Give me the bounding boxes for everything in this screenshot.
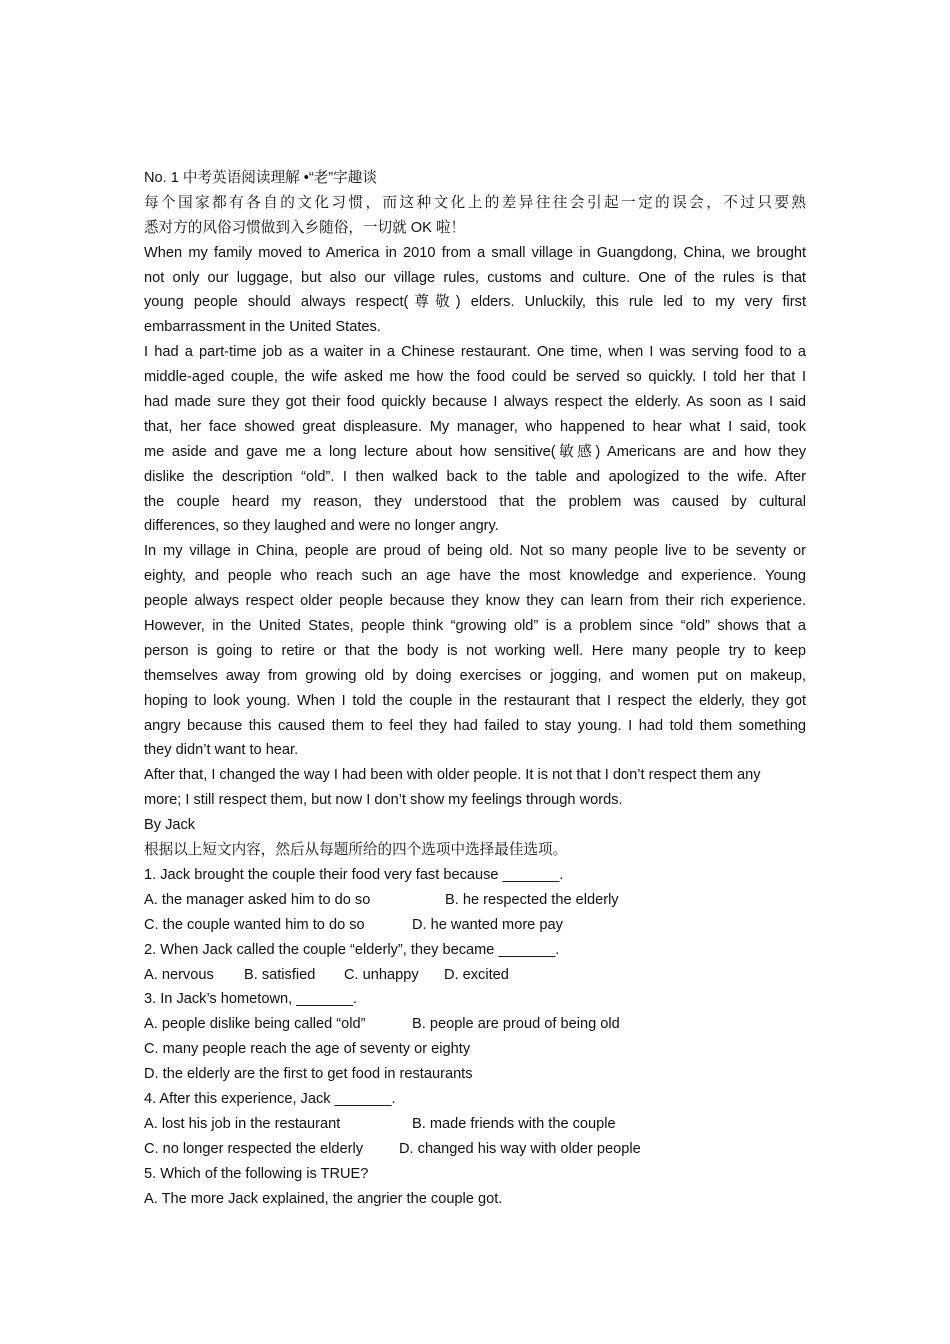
paragraph-line: embarrassment in the United States. [144, 319, 381, 336]
question-stem: 3. In Jack’s hometown, _______. [144, 991, 358, 1008]
paragraph-line: the couple heard my reason, they understood that the problem was caused by cultural [144, 493, 806, 510]
page-title: No. 1 中考英语阅读理解 •“老”字趣谈 [144, 170, 377, 186]
paragraph-line: they didn’t want to hear. [144, 742, 299, 759]
option: C. no longer respected the elderly [144, 1140, 364, 1157]
option: B. he respected the elderly [445, 891, 619, 908]
paragraph-line: person is going to retire or that the body is not working well. Here many people try to keep [144, 642, 806, 659]
option: A. people dislike being called “old” [144, 1016, 366, 1033]
paragraph-line: angry because this caused them to feel they had failed to stay young. I had told them something [144, 717, 806, 734]
option: A. the manager asked him to do so [144, 891, 371, 908]
option: A. lost his job in the restaurant [144, 1115, 341, 1132]
option: B. made friends with the couple [412, 1115, 616, 1132]
option: A. The more Jack explained, the angrier the couple got. [144, 1190, 503, 1207]
option: D. excited [444, 966, 509, 983]
paragraph-line: When my family moved to America in 2010 from a small village in Guangdong, China, we brought [144, 244, 806, 261]
paragraph-line: eighty, and people who reach such an age have the most knowledge and experience. Young [144, 568, 806, 585]
option-row [144, 1112, 806, 1137]
instruction: 根据以上短文内容，然后从每题所给的四个选项中选择最佳选项。 [144, 842, 568, 859]
option-row [144, 888, 806, 913]
paragraph-line: hoping to look young. When I told the couple in the restaurant that I respect the elderly, they got [144, 692, 806, 709]
paragraph-line: dislike the description “old”. I then walked back to the table and apologized to the wife. After [144, 468, 806, 485]
question-stem: 4. After this experience, Jack _______. [144, 1090, 396, 1107]
byline: By Jack [144, 817, 196, 834]
paragraph-line: that, her face showed great displeasure. My manager, who happened to hear what I said, took [144, 418, 806, 435]
question-stem: 5. Which of the following is TRUE? [144, 1165, 369, 1182]
option: B. people are proud of being old [412, 1016, 620, 1033]
paragraph-line: However, in the United States, people think “growing old” is a problem since “old” shows that a [144, 618, 806, 635]
paragraph-line: middle-aged couple, the wife asked me how the food could be served so quickly. I told her that I [144, 369, 806, 386]
paragraph-line: had made sure they got their food quickly because I always respect the elderly. As soon as I said [144, 394, 806, 411]
option: B. satisfied [244, 966, 316, 983]
option: C. the couple wanted him to do so [144, 916, 365, 933]
paragraph-line: not only our luggage, but also our village rules, customs and culture. One of the rules is that [144, 269, 806, 286]
paragraph-line: me aside and gave me a long lecture about how sensitive(敏感) Americans are and how they [144, 443, 806, 460]
option-row [144, 1137, 806, 1162]
option: C. many people reach the age of seventy or eighty [144, 1041, 471, 1058]
paragraph-line: In my village in China, people are proud of being old. Not so many people live to be seventy or [144, 543, 806, 560]
option-row [144, 1012, 806, 1037]
option-row [144, 913, 806, 938]
paragraph-line: themselves away from growing old by doing exercises or jogging, and women put on makeup, [144, 667, 806, 684]
option: A. nervous [144, 966, 214, 983]
question-stem: 2. When Jack called the couple “elderly”, they became _______. [144, 941, 560, 958]
option: D. the elderly are the first to get food in restaurants [144, 1066, 473, 1083]
paragraph-line: differences, so they laughed and were no longer angry. [144, 518, 499, 535]
intro-line: 悉对方的风俗习惯做到入乡随俗，一切就 OK 啦！ [144, 219, 466, 236]
option-row [144, 963, 806, 988]
option: D. he wanted more pay [412, 916, 563, 933]
paragraph-line: After that, I changed the way I had been with older people. It is not that I don’t respect them any [144, 767, 761, 784]
paragraph-line: more; I still respect them, but now I don’t show my feelings through words. [144, 792, 623, 809]
paragraph-line: I had a part-time job as a waiter in a Chinese restaurant. One time, when I was serving food to a [144, 344, 806, 361]
document-page [144, 166, 806, 1211]
paragraph-line: people always respect older people because they know they can learn from their rich experience. [144, 593, 806, 610]
paragraph-line: young people should always respect(尊敬) elders. Unluckily, this rule led to my very first [144, 294, 806, 311]
option: C. unhappy [344, 966, 419, 983]
option: D. changed his way with older people [399, 1140, 641, 1157]
question-stem: 1. Jack brought the couple their food very fast because _______. [144, 866, 564, 883]
intro-line: 每个国家都有各自的文化习惯，而这种文化上的差异往往会引起一定的误会，不过只要熟 [144, 194, 806, 211]
